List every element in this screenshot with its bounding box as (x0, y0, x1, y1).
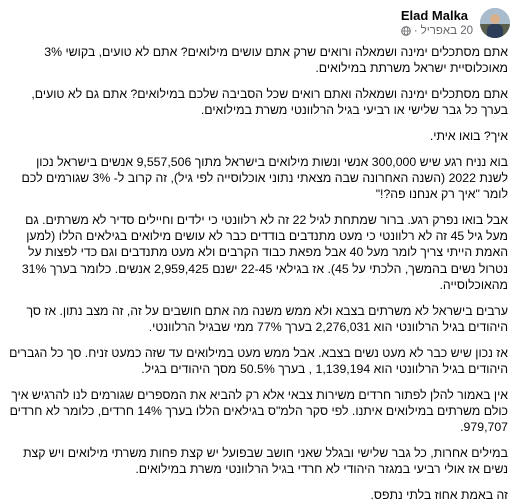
post-paragraph-4: בוא נניח רגע שיש 300,000 אנשי ונשות מילואים בישראל מתוך 9,557,506 אנשים בישראל נכון לשנת 2022 (השנה האחרונה שבה מצאתי נתוני אוכלוסייה לפי גיל), זה קרוב ל- 3% שגורמים לכם לומר "איך רק אנחנו פה?!" (21, 154, 508, 202)
post-paragraph-8: אין באמור להלן לפתור חרדים משירות צבאי אלא רק להביא את המספרים שגורמים לנו להרגיש איך כולם משרתים במילואים איתנו. לפי סקר הלמ"ס בגילאים הללו בערך 14% חרדים, כלומר לא חרדים 979,707. (9, 387, 508, 435)
avatar-head (490, 14, 500, 24)
post-paragraph-10: זה באמת אחוז בלתי נתפס. (370, 487, 508, 500)
post-timestamp-link[interactable]: 20 באפריל (420, 24, 473, 37)
globe-icon-svg (401, 26, 411, 36)
post-paragraph-3: איך? בואו איתי. (429, 129, 508, 143)
post-paragraph-5: אבל בואו נפרק רגע. ברור שמתחת לגיל 22 זה לא רלוונטי כי ילדים וחיילים סדיר לא משרתים. גם מעל גיל 45 זה לא רלוונטי כי מעט מתנדבים בודדים כבר לא עושים מילואים בגילאים הללו (למען האמת הייתי צריך לומר מעל 40 אבל מפאת כבוד הקרבים ולא מעט מתנדבים וגם כדי לפצות על נטרול נשים בהמשך, הלכתי על 45). אז בגילאי 22-45 ישנם 2,959,425 אנשים. כלומר בערך 31% מהאוכלוסייה. (21, 213, 508, 292)
post-body (8, 44, 508, 500)
meta-separator: · (413, 24, 418, 37)
post-paragraph-2: אתם מסתכלים ימינה ושמאלה ואתם רואים שכל הסביבה שלכם במילואים? אתם גם לא טועים, בערך כל גבר שלישי או רביעי בגיל הרלוונטי משרת במילואים. (31, 87, 508, 118)
post-header-text (401, 8, 473, 39)
globe-icon[interactable] (401, 26, 411, 36)
post-paragraph-7: אז נכון שיש כבר לא מעט נשים בצבא. אבל ממש מעט במילואים עד שזה כמעט זניח. סך כל הגברים היהודים בגיל הרלוונטי הוא 1,139,194 , בערך 50.5% מסך היהודים בגיל. (9, 345, 508, 376)
avatar-shirt (487, 24, 503, 38)
post-paragraph-9: במילים אחרות, כל גבר שלישי ובגלל שאני חושב שבפועל יש קצת פחות משרתי מילואים ויש קצת נשים אז אולי רביעי במגזר היהודי לא חרדי בגיל הרלוונטי משרת במילואים. (23, 445, 508, 477)
post-paragraph-1: אתם מסתכלים ימינה ושמאלה ורואים שרק אתם עושים מילואים? אתם לא טועים, בקושי 3% מאוכלוסיית ישראל משרתת במילואים. (44, 45, 508, 76)
post-meta (401, 24, 473, 39)
author-name-link[interactable]: Elad Malka (400, 7, 469, 23)
author-avatar[interactable] (480, 8, 510, 38)
post-header (401, 4, 510, 42)
post-paragraph-6: ערבים בישראל לא משרתים בצבא ולא ממש משנה מה אתם חושבים על זה, זה מצב נתון. אז סך היהודים בגיל הרלוונטי הוא 2,276,031 בערך 77% ממי שבגיל הרלוונטי. (26, 303, 508, 334)
